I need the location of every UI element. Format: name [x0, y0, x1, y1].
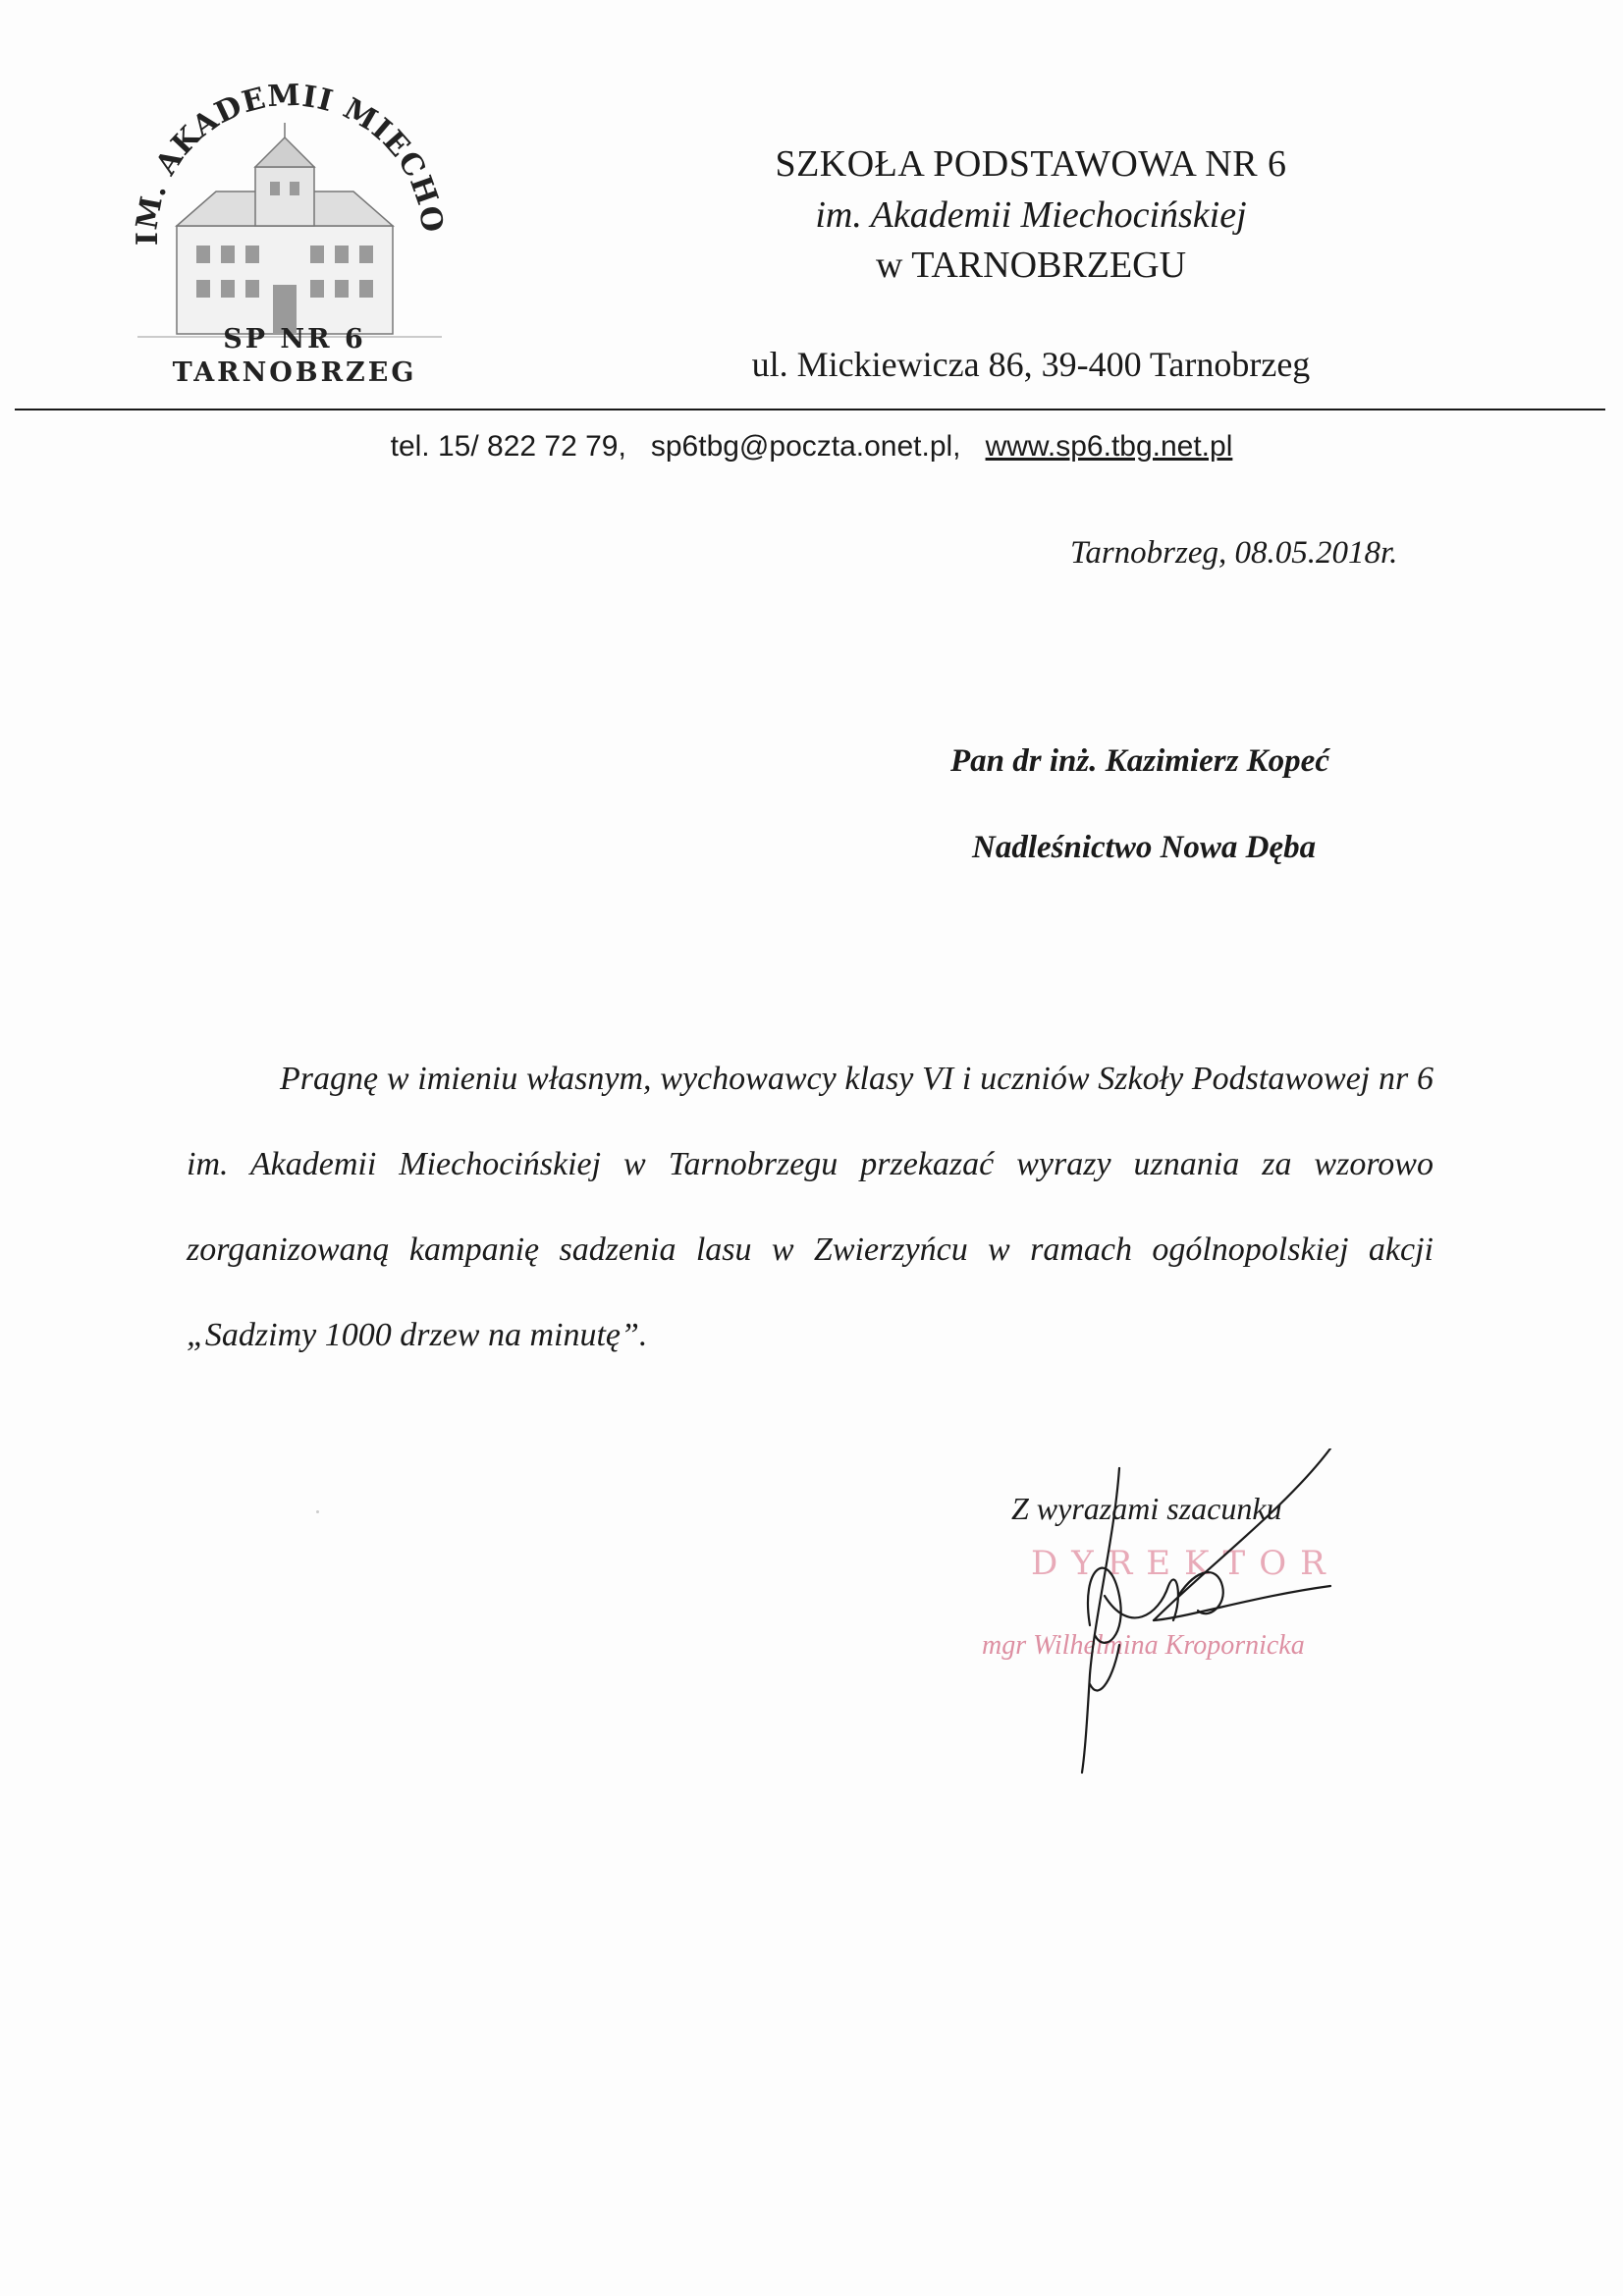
addressee-organization: Nadleśnictwo Nowa Dęba: [972, 830, 1317, 865]
scan-speck: [316, 1510, 319, 1513]
logo-line-city: TARNOBRZEG: [172, 357, 417, 388]
header-divider: [15, 409, 1605, 410]
stamp-title: DYREKTOR: [1031, 1544, 1339, 1583]
stamp-name: mgr Wilhelmina Kropornicka: [982, 1630, 1305, 1661]
school-patron: im. Akademii Miechocińskiej: [815, 194, 1247, 236]
contact-email[interactable]: sp6tbg@poczta.onet.pl,: [650, 430, 961, 463]
letter-body: Pragnę w imieniu własnym, wychowawcy klasy VI i uczniów Szkoły Podstawowej nr 6 im. Akademii Miechocińskiej w Tarnobrzegu przekazać wyrazy uznania za wzorowo zorganizowaną kampanię sadzenia lasu w Zwierzyńcu w ramach ogólnopolskiej akcji „Sadzimy 1000 drzew na minutę”.: [187, 1061, 1434, 1353]
school-name: SZKOŁA PODSTAWOWA NR 6: [775, 143, 1287, 185]
contact-website-link[interactable]: www.sp6.tbg.net.pl: [985, 430, 1233, 463]
logo-line-school: SP NR 6: [223, 324, 366, 355]
place-date: Tarnobrzeg, 08.05.2018r.: [1070, 535, 1398, 571]
contact-line: [0, 430, 1623, 464]
contact-phone: tel. 15/ 822 72 79,: [390, 430, 626, 463]
addressee-name: Pan dr inż. Kazimierz Kopeć: [950, 743, 1329, 779]
svg-text:IM. AKADEMII MIECHOCIŃSKIEJ: IM. AKADEMII MIECHO: [130, 78, 450, 246]
school-address: ul. Mickiewicza 86, 39-400 Tarnobrzeg: [751, 345, 1311, 384]
handwritten-signature: [1060, 1449, 1355, 1782]
school-city: w TARNOBRZEGU: [875, 245, 1187, 286]
closing-phrase: Z wyrazami szacunku: [1011, 1491, 1282, 1526]
